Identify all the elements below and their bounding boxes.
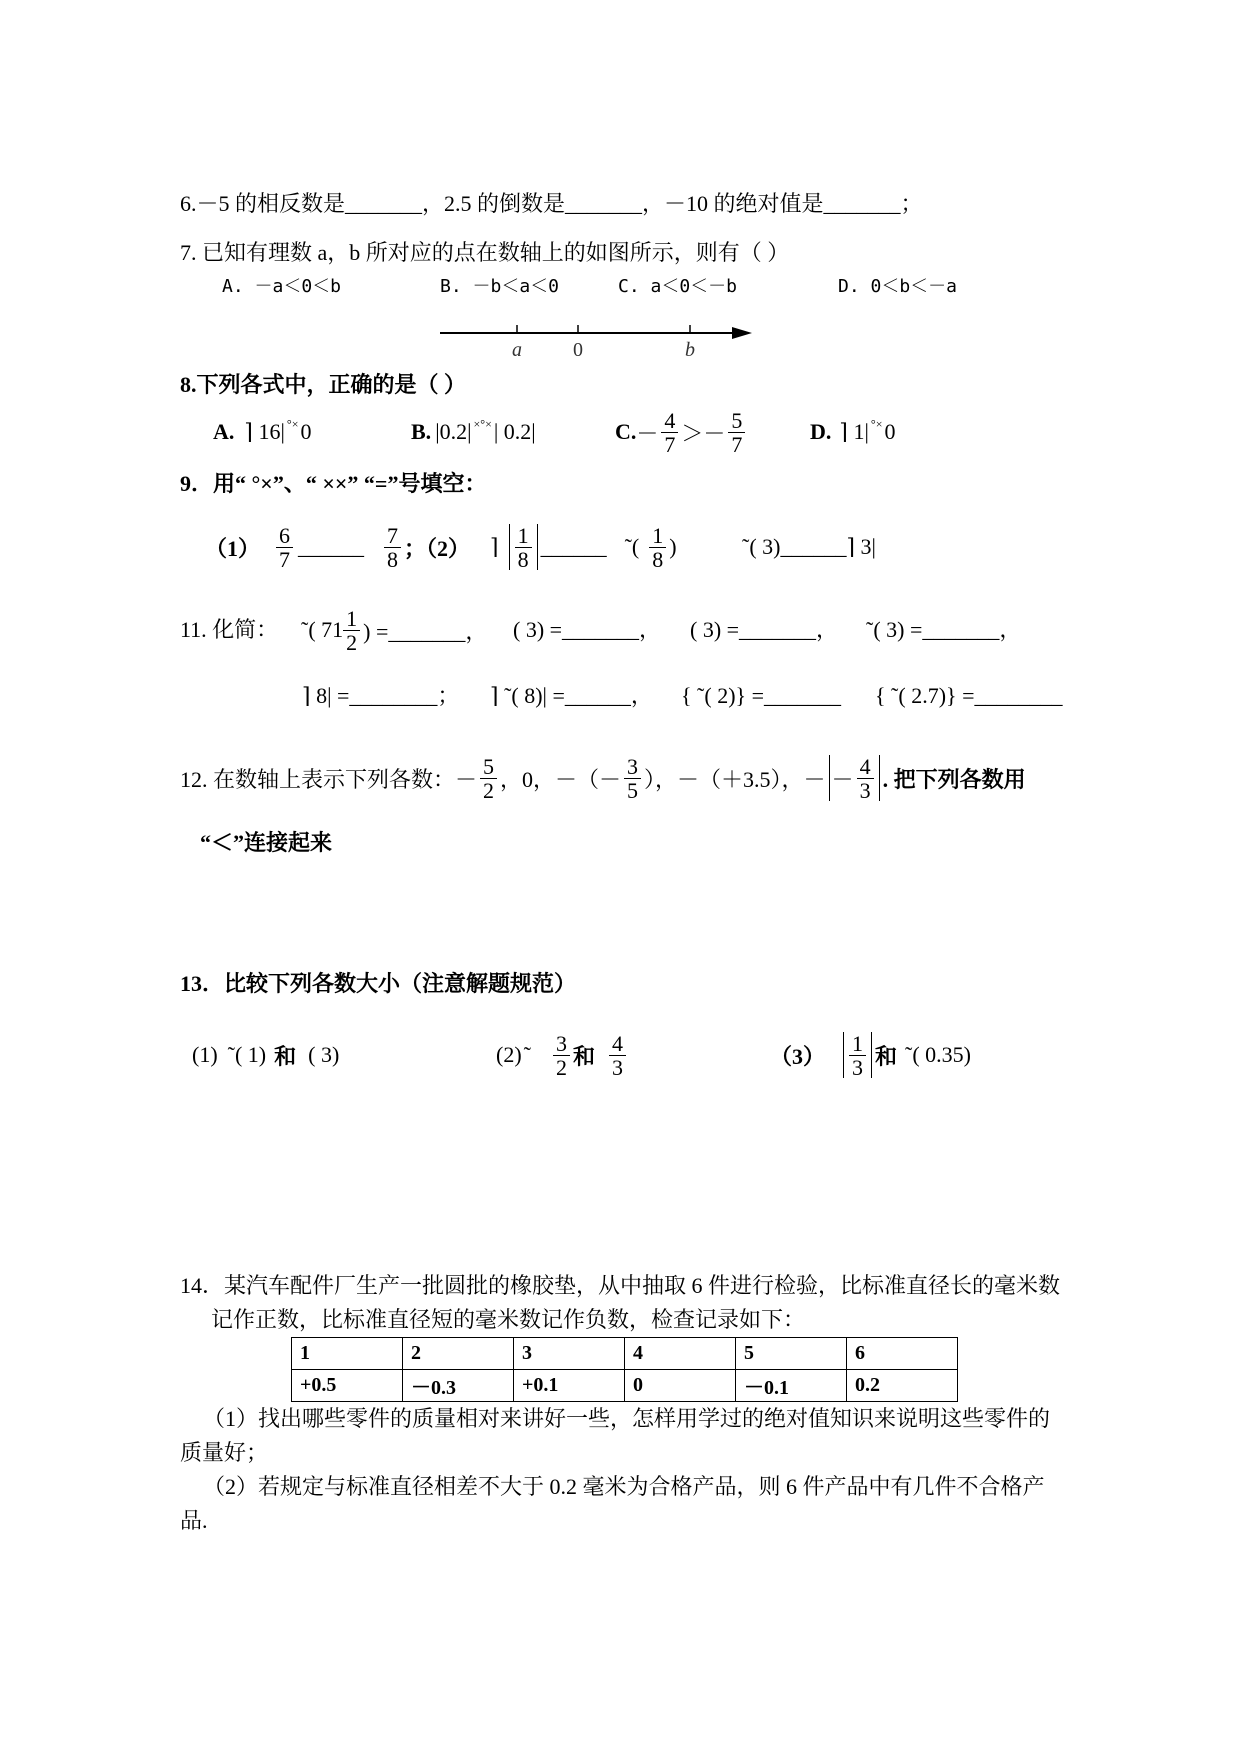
fraction-3-5 [624, 753, 641, 803]
fraction-denominator: 5 [627, 777, 639, 803]
table-cell: 0 [625, 1370, 736, 1402]
fraction-3-2 [553, 1030, 570, 1080]
minus-sign: － [831, 766, 854, 792]
fraction-5-2 [480, 753, 497, 803]
fraction-6-7 [276, 522, 293, 572]
fraction-numerator: 3 [624, 756, 641, 779]
question-12-text-start: 12. 在数轴上表示下列各数：－ [180, 766, 478, 792]
question-8-stem: 8.下列各式中，正确的是（ ） [180, 372, 467, 397]
table-cell: 2 [403, 1338, 514, 1370]
fraction-denominator: 2 [555, 1054, 567, 1080]
fraction-numerator: 5 [480, 756, 497, 779]
table-cell: －0.3 [403, 1370, 514, 1402]
question-14-sub-2-line-1: （2）若规定与标准直径相差不大于 0.2 毫米为合格产品，则 6 件产品中有几件不合格产 [203, 1474, 1045, 1499]
table-cell: 5 [736, 1338, 847, 1370]
question-7-option-a: A. －a＜0＜b [222, 276, 342, 297]
table-cell: +0.1 [514, 1370, 625, 1402]
fraction-1-2 [343, 605, 360, 655]
question-14-line-2: 记作正数，比标准直径短的毫米数记作负数，检查记录如下： [211, 1307, 806, 1332]
question-8-option-c [615, 407, 748, 457]
relation-symbol: °× [870, 416, 883, 431]
fraction-4-3 [609, 1030, 626, 1080]
table-row [292, 1370, 958, 1402]
question-11-label: 11. 化简： [180, 617, 279, 642]
option-label: C. [615, 419, 637, 444]
question-14-sub-1-line-1: （1）找出哪些零件的质量相对来讲好一些，怎样用学过的绝对值知识来说明这些零件的 [203, 1406, 1051, 1431]
table-cell: 1 [292, 1338, 403, 1370]
question-11-item-2: ( 3) =_______， [513, 617, 662, 642]
question-7-option-c: C. a＜0＜－b [618, 276, 738, 297]
option-label: A. [213, 419, 235, 444]
option-label: B. [411, 419, 432, 444]
paren-open: ˜( [624, 534, 640, 559]
fraction-denominator: 7 [279, 546, 291, 572]
fraction-denominator: 3 [612, 1054, 623, 1080]
relation-symbol: °× [286, 416, 299, 431]
fraction-7-8 [384, 522, 401, 572]
question-14-sub-2-line-2: 品. [180, 1508, 208, 1533]
option-label: D. [810, 419, 832, 444]
question-13-part-2 [496, 1030, 629, 1080]
table-cell: +0.5 [292, 1370, 403, 1402]
question-12-text-mid-2: ），－（＋3.5），－ [644, 766, 826, 792]
fraction-numerator: 4 [609, 1033, 626, 1056]
question-12-line-2: “＜”连接起来 [200, 830, 333, 855]
fraction-denominator: 8 [387, 546, 399, 572]
answer-blank: ______ [298, 534, 365, 559]
word-and: 和 [274, 1043, 297, 1069]
number-line-label-a: a [512, 339, 522, 361]
question-7-option-d: D. 0＜b＜－a [838, 276, 958, 297]
question-8-option-d [810, 407, 895, 457]
expression-b: ˜( 0.35) [905, 1042, 972, 1067]
part-label: ；（2） [404, 535, 471, 561]
question-13-stem: 13．比较下列各数大小（注意解题规范） [180, 971, 577, 996]
question-13-part-1 [192, 1030, 339, 1080]
question-11-item-7: { ˜( 2)} =_______ [681, 683, 842, 708]
question-12-text-end: . 把下列各数用 [882, 766, 1026, 792]
absolute-value [829, 755, 880, 801]
fraction-numerator: 5 [728, 410, 745, 433]
expression-b: ( 3) [308, 1042, 340, 1067]
number-line-arrow-icon [732, 327, 752, 339]
number-line-label-b: b [685, 339, 695, 361]
fraction-4-3 [857, 753, 874, 803]
fraction-numerator: 7 [384, 525, 401, 548]
fraction-1-8 [649, 522, 666, 572]
bracket-symbol: ⌉ [490, 534, 499, 559]
fraction-denominator: 3 [859, 777, 871, 803]
word-and: 和 [572, 1043, 595, 1069]
fraction-5-7 [728, 407, 745, 457]
relation-greater-minus: ＞－ [681, 420, 726, 446]
expression-rhs: | 0.2| [493, 419, 536, 444]
fraction-numerator: 4 [661, 410, 678, 433]
question-14-line-1: 14．某汽车配件厂生产一批圆批的橡胶垫，从中抽取 6 件进行检验，比标准直径长的毫米数 [180, 1273, 1061, 1298]
fraction-denominator: 7 [731, 431, 743, 457]
expression-lhs: |0.2| [435, 419, 472, 444]
expression-lhs: ⌉ 16| [244, 419, 285, 444]
expression-rhs: 0 [300, 419, 312, 444]
expression-a: ˜( 1) [227, 1042, 267, 1067]
question-12-text-mid-1: ，0，－（－ [500, 766, 622, 792]
absolute-value [843, 1032, 872, 1078]
question-11-item-1 [301, 605, 487, 655]
expression-lhs: ⌉ 1| [839, 419, 869, 444]
table-cell: 3 [514, 1338, 625, 1370]
expression-rhs: 0 [884, 419, 896, 444]
fraction-4-7 [661, 407, 678, 457]
answer-blank: ______ [540, 534, 607, 559]
question-13-part-3 [770, 1030, 971, 1080]
expression-close: ) =_______， [363, 618, 488, 644]
fraction-denominator: 3 [852, 1054, 864, 1080]
question-14-sub-1-line-2: 质量好； [180, 1440, 269, 1465]
fraction-numerator: 1 [649, 525, 666, 548]
fraction-denominator: 8 [652, 546, 664, 572]
fraction-denominator: 2 [483, 777, 495, 803]
fraction-numerator: 1 [515, 525, 532, 548]
number-line-label-0: 0 [573, 339, 583, 361]
fraction-denominator: 8 [517, 546, 529, 572]
table-row [292, 1338, 958, 1370]
table-cell: 0.2 [847, 1370, 958, 1402]
part-label: （3） [770, 1043, 826, 1069]
paren-close: ) [669, 534, 677, 559]
part-label: （1） [205, 535, 261, 561]
number-line-figure [430, 313, 760, 363]
fraction-denominator: 2 [346, 629, 358, 655]
table-cell: 6 [847, 1338, 958, 1370]
fraction-denominator: 7 [664, 431, 676, 457]
question-11-item-5: ⌉ 8| =________； [302, 683, 460, 708]
question-12 [180, 753, 1026, 803]
part-label: (2) [496, 1042, 522, 1067]
fraction-numerator: 6 [276, 525, 293, 548]
word-and: 和 [875, 1043, 898, 1069]
part-label: (1) [192, 1042, 218, 1067]
fraction-numerator: 3 [553, 1033, 570, 1056]
fraction-numerator: 1 [343, 608, 360, 631]
absolute-value [509, 524, 538, 570]
question-11-item-6: ⌉ ˜( 8)| =______， [490, 683, 653, 708]
question-11-item-3: ( 3) =_______， [690, 617, 839, 642]
inspection-record-table [291, 1337, 958, 1402]
question-8-option-a [213, 407, 311, 457]
question-6: 6.－5 的相反数是_______，2.5 的倒数是_______，－10 的绝对值是_______； [180, 191, 923, 216]
fraction-1-3 [849, 1030, 866, 1080]
expression-open: ˜( 71 [301, 617, 344, 642]
question-7-stem: 7. 已知有理数 a，b 所对应的点在数轴上的如图所示，则有（ ） [180, 240, 790, 265]
question-11-item-4: ˜( 3) =_______， [866, 617, 1022, 642]
question-7-option-b: B. －b＜a＜0 [440, 276, 560, 297]
relation-symbol: ×°× [473, 416, 492, 431]
table-cell: －0.1 [736, 1370, 847, 1402]
question-9-stem: 9．用“ °×”、“ ××” “=”号填空： [180, 471, 487, 496]
question-9-part-3: ˜( 3)______⌉ 3| [742, 534, 876, 559]
negative-sign: ˜ [523, 1042, 531, 1067]
question-11-item-8: { ˜( 2.7)} =________ [875, 683, 1063, 708]
question-8-option-b [411, 407, 536, 457]
fraction-numerator: 1 [849, 1033, 866, 1056]
question-9-part-1 [205, 522, 470, 572]
table-cell: 4 [625, 1338, 736, 1370]
fraction-1-8 [515, 522, 532, 572]
minus-sign: － [636, 420, 659, 446]
fraction-numerator: 4 [857, 756, 874, 779]
question-9-part-2 [490, 522, 677, 572]
